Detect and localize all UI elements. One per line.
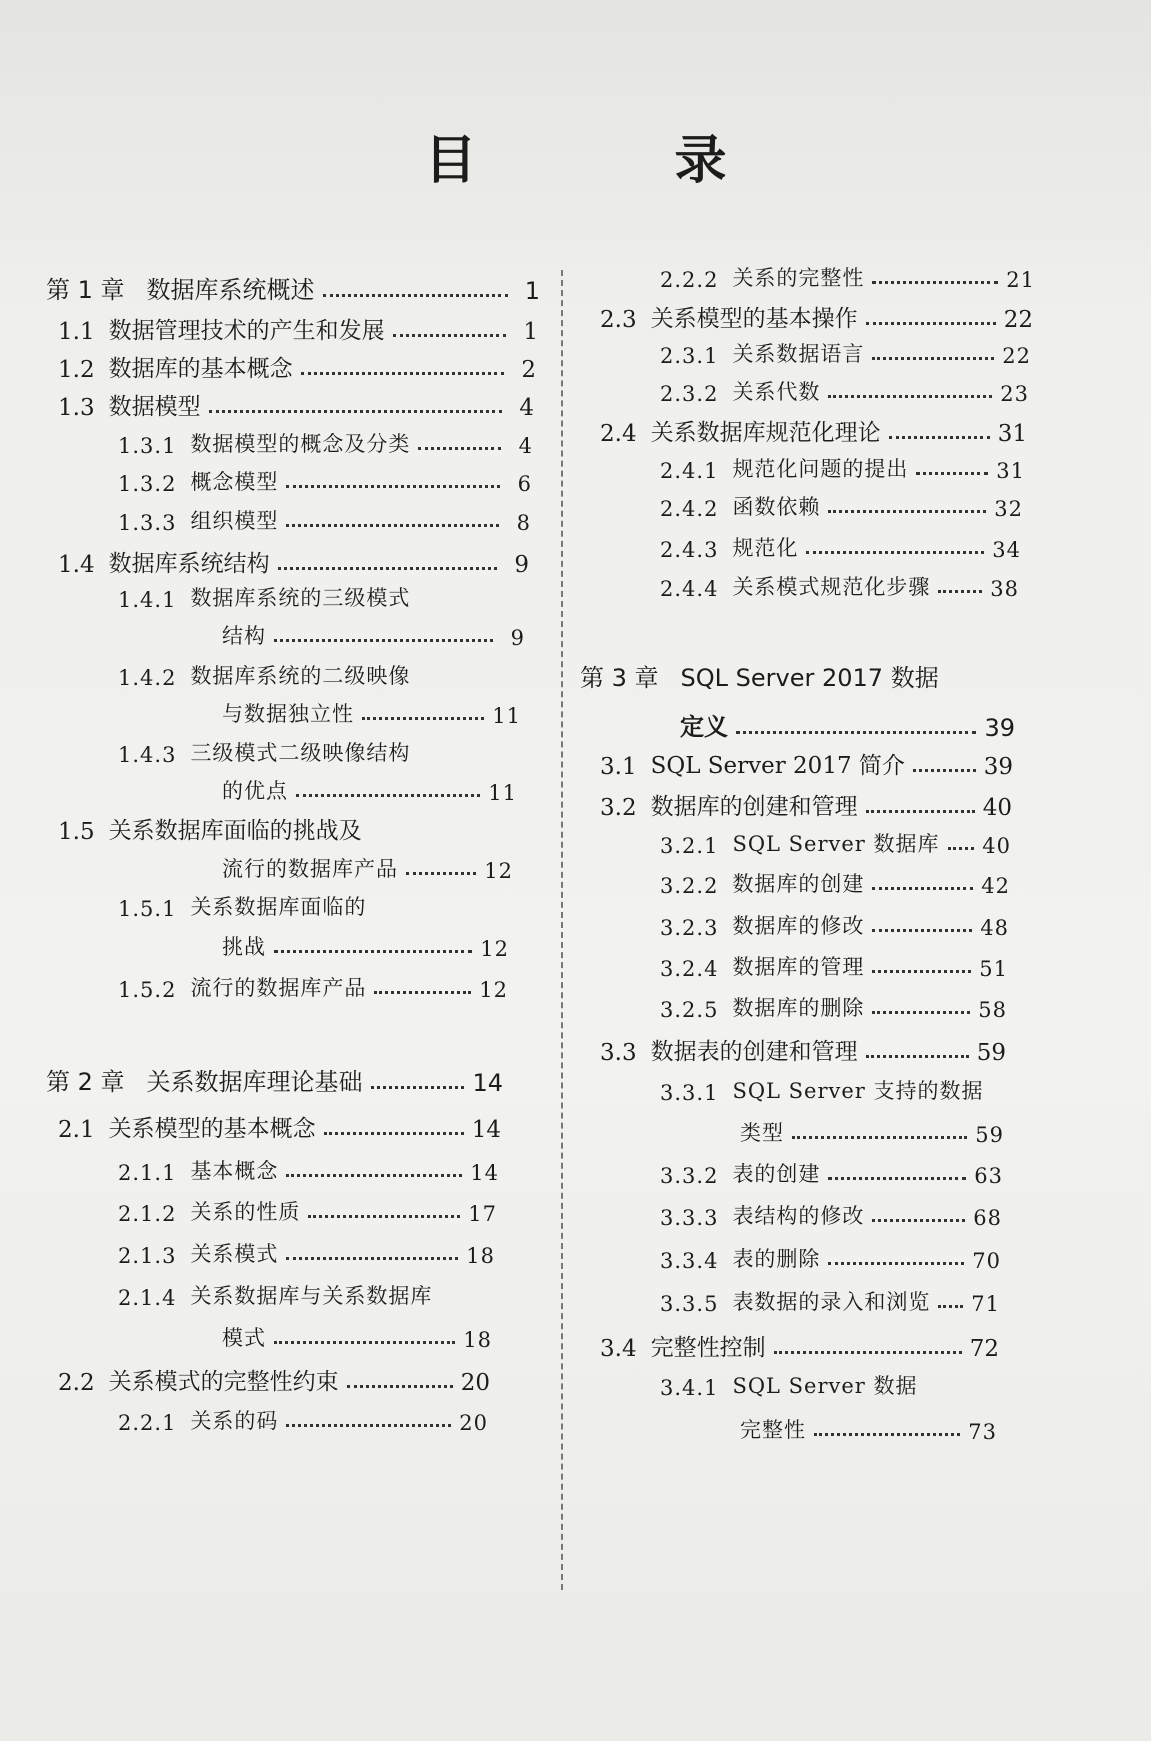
- toc-page-number: 14: [471, 1117, 501, 1143]
- toc-entry-number: 3.3: [600, 1040, 637, 1066]
- toc-entry: [118, 1238, 495, 1268]
- toc-page-number: 12: [479, 978, 508, 1002]
- toc-entry: [660, 532, 1021, 562]
- toc-entry-title: 关系模型的基本概念: [108, 1116, 316, 1142]
- toc-entry: [600, 414, 1027, 447]
- toc-entry-title: 数据库的创建和管理: [650, 794, 858, 820]
- toc-page-number: 70: [972, 1249, 1001, 1273]
- toc-entry-title: 表的创建: [732, 1162, 821, 1186]
- dot-leader: [301, 372, 504, 375]
- toc-entry: [660, 992, 1007, 1022]
- toc-entry-number: 2.4.4: [660, 577, 719, 601]
- toc-page-number: 14: [470, 1161, 499, 1185]
- toc-entry: [58, 545, 529, 578]
- toc-entry: [660, 1243, 1001, 1273]
- toc-page-number: 11: [488, 781, 517, 805]
- toc-page-number: 9: [514, 552, 529, 578]
- toc-entry-number: 1.3.1: [118, 434, 177, 458]
- dot-leader: [347, 1385, 453, 1388]
- toc-entry-number: 3.1: [600, 754, 637, 780]
- toc-entry-title: 数据库的基本概念: [108, 356, 293, 382]
- toc-entry: [46, 1062, 503, 1097]
- toc-entry-title: 概念模型: [190, 470, 279, 494]
- toc-entry-title: 关系的完整性: [732, 266, 865, 290]
- toc-entry-title: 关系数据库面临的挑战及: [108, 818, 362, 844]
- toc-entry-title: 数据管理技术的产生和发展: [108, 318, 385, 344]
- toc-entry: [118, 972, 508, 1002]
- toc-entry-number: 2.3.2: [660, 382, 719, 406]
- toc-entry: [660, 453, 1025, 483]
- toc-entry-number: 2.4: [600, 421, 637, 447]
- toc-entry-number: 第 3 章: [580, 664, 659, 692]
- toc-entry-title: 数据库的删除: [732, 996, 865, 1020]
- toc-page-number: 1: [524, 277, 540, 305]
- dot-leader: [324, 1132, 464, 1135]
- toc-entry-number: 1.5: [58, 819, 95, 845]
- toc-entry: [660, 951, 1008, 981]
- toc-entry-number: 3.2.1: [660, 834, 719, 858]
- toc-entry-number: 2.1.2: [118, 1202, 177, 1226]
- toc-entry-number: 1.5.2: [118, 978, 177, 1002]
- toc-entry-number: 1.5.1: [118, 897, 177, 921]
- toc-entry-number: 3.3.5: [660, 1292, 719, 1316]
- dot-leader: [866, 810, 975, 813]
- toc-entry: [118, 1155, 499, 1185]
- toc-entry: [600, 1329, 999, 1362]
- dot-leader: [872, 887, 973, 890]
- toc-entry-title: 关系代数: [732, 380, 821, 404]
- toc-page-number: 51: [979, 957, 1008, 981]
- toc-entry-title: 关系模式: [190, 1242, 279, 1266]
- toc-entry-title: 关系数据库面临的: [190, 895, 367, 919]
- dot-leader: [828, 1262, 964, 1265]
- toc-entry-title: 完整性控制: [650, 1335, 766, 1361]
- toc-entry-title: 数据模型: [108, 394, 201, 420]
- toc-entry-title: 关系的性质: [190, 1200, 301, 1224]
- toc-entry-number: 2.1.1: [118, 1161, 177, 1185]
- dot-leader: [814, 1433, 960, 1436]
- dot-leader: [286, 1174, 462, 1177]
- toc-page-number: 40: [982, 795, 1012, 821]
- toc-entry-title: 基本概念: [190, 1159, 279, 1183]
- toc-page-number: 32: [994, 497, 1023, 521]
- toc-page-number: 68: [973, 1206, 1002, 1230]
- dot-leader: [286, 1424, 451, 1427]
- toc-entry: [118, 737, 519, 767]
- toc-entry-number: 3.3.3: [660, 1206, 719, 1230]
- toc-entry: [660, 910, 1009, 940]
- toc-entry: [740, 1414, 997, 1444]
- toc-page-number: 18: [463, 1328, 492, 1352]
- toc-entry-title: 关系模型的基本操作: [650, 306, 858, 332]
- page-title: 目 录: [424, 130, 817, 191]
- toc-entry-title: SQL Server 支持的数据: [732, 1079, 984, 1103]
- dot-leader: [274, 950, 472, 953]
- toc-entry-title: 数据库系统的二级映像: [190, 664, 411, 688]
- dot-leader: [274, 1341, 455, 1344]
- dot-leader: [209, 410, 502, 413]
- dot-leader: [828, 1177, 966, 1180]
- toc-page-number: 6: [517, 472, 532, 496]
- toc-entry-number: 3.2.3: [660, 916, 719, 940]
- toc-entry-title: 数据库的修改: [732, 914, 865, 938]
- toc-entry: [740, 1117, 1004, 1147]
- toc-page-number: 40: [982, 834, 1011, 858]
- toc-page-number: 20: [459, 1411, 488, 1435]
- toc-entry-title: 关系数据库规范化理论: [650, 420, 881, 446]
- dot-leader: [286, 1257, 458, 1260]
- dot-leader: [872, 929, 972, 932]
- toc-entry-title: 组织模型: [190, 509, 279, 533]
- dot-leader: [872, 1219, 965, 1222]
- toc-entry: [660, 1200, 1002, 1230]
- toc-page-number: 11: [492, 704, 521, 728]
- toc-entry: [118, 466, 532, 496]
- toc-page-number: 17: [468, 1202, 497, 1226]
- dot-leader: [792, 1136, 967, 1139]
- toc-page-number: 14: [472, 1069, 503, 1097]
- toc-entry-title: 关系数据语言: [732, 342, 865, 366]
- toc-entry: [600, 300, 1033, 333]
- dot-leader: [866, 322, 996, 325]
- toc-entry-title: 关系数据库理论基础: [146, 1068, 363, 1096]
- toc-page-number: 58: [978, 998, 1007, 1022]
- toc-entry-title: 流行的数据库产品: [222, 857, 398, 881]
- toc-page-number: 59: [976, 1040, 1006, 1066]
- toc-entry: [118, 1280, 493, 1310]
- toc-entry-title: 表结构的修改: [732, 1204, 865, 1228]
- toc-page-number: 39: [983, 754, 1013, 780]
- dot-leader: [866, 1055, 969, 1058]
- toc-entry: [58, 1110, 501, 1143]
- toc-page-number: 31: [996, 459, 1025, 483]
- toc-page-number: 4: [518, 434, 533, 458]
- toc-entry-number: 3.2.5: [660, 998, 719, 1022]
- toc-entry-title: 数据库的创建: [732, 872, 865, 896]
- toc-entry-title: 规范化问题的提出: [732, 457, 909, 481]
- toc-entry: [118, 660, 523, 690]
- dot-leader: [872, 357, 994, 360]
- toc-page-number: 23: [1000, 382, 1029, 406]
- toc-page-number: 31: [997, 421, 1027, 447]
- toc-entry: [222, 775, 517, 805]
- toc-page-number: 34: [992, 538, 1021, 562]
- dot-leader: [371, 1086, 465, 1089]
- toc-entry: [118, 505, 531, 535]
- toc-entry: [660, 491, 1023, 521]
- toc-entry: [660, 868, 1010, 898]
- toc-entry: [660, 338, 1031, 368]
- toc-entry-title: 数据库系统的三级模式: [190, 586, 411, 610]
- toc-entry-number: 2.3.1: [660, 344, 719, 368]
- dot-leader: [296, 794, 480, 797]
- dot-leader: [913, 769, 976, 772]
- dot-leader: [889, 436, 990, 439]
- toc-entry-number: 2.1.3: [118, 1244, 177, 1268]
- dot-leader: [938, 590, 982, 593]
- toc-entry-title: 规范化: [732, 536, 799, 560]
- column-divider: [561, 270, 563, 1590]
- dot-leader: [806, 551, 984, 554]
- toc-page-number: 42: [981, 874, 1010, 898]
- toc-entry-title: 数据库系统概述: [146, 276, 315, 304]
- toc-entry-number: 2.4.1: [660, 459, 719, 483]
- toc-page-number: 12: [480, 937, 509, 961]
- toc-page-number: 63: [974, 1164, 1003, 1188]
- toc-entry: [58, 350, 536, 383]
- toc-page-number: 71: [971, 1292, 1000, 1316]
- toc-page-number: 22: [1003, 307, 1033, 333]
- toc-entry: [118, 891, 511, 921]
- toc-entry: [660, 1075, 1005, 1105]
- toc-entry-title: 结构: [222, 624, 266, 648]
- toc-entry-number: 3.2: [600, 795, 637, 821]
- toc-entry-number: 第 1 章: [46, 276, 125, 304]
- dot-leader: [393, 334, 506, 337]
- dot-leader: [872, 970, 971, 973]
- toc-entry-title: 数据库系统结构: [108, 551, 270, 577]
- toc-entry-number: 1.4: [58, 552, 95, 578]
- toc-page-number: 73: [968, 1420, 997, 1444]
- toc-entry-title: 函数依赖: [732, 495, 821, 519]
- toc-entry: [222, 698, 521, 728]
- toc-entry-title: 数据模型的概念及分类: [190, 432, 411, 456]
- toc-entry-number: 1.3.3: [118, 511, 177, 535]
- toc-entry-number: 3.3.4: [660, 1249, 719, 1273]
- toc-page-number: 72: [969, 1336, 999, 1362]
- toc-entry: [58, 312, 538, 345]
- dot-leader: [274, 639, 493, 642]
- toc-entry: [600, 788, 1012, 821]
- toc-page-number: 1: [523, 319, 538, 345]
- toc-entry-title: 关系数据库与关系数据库: [190, 1284, 433, 1308]
- toc-entry: [600, 1033, 1006, 1066]
- toc-page-number: 8: [516, 511, 531, 535]
- toc-entry-number: 2.4.3: [660, 538, 719, 562]
- dot-leader: [286, 524, 499, 527]
- toc-entry: [660, 1158, 1003, 1188]
- toc-entry: [118, 582, 527, 612]
- toc-entry-title: 流行的数据库产品: [190, 976, 367, 1000]
- toc-entry: [222, 1322, 492, 1352]
- toc-page-number: 9: [510, 626, 525, 650]
- toc-entry-title: 关系的码: [190, 1409, 279, 1433]
- toc-entry-title: 三级模式二级映像结构: [190, 741, 411, 765]
- toc-entry: [58, 812, 515, 845]
- dot-leader: [308, 1215, 460, 1218]
- dot-leader: [418, 447, 501, 450]
- toc-entry-number: 3.3.2: [660, 1164, 719, 1188]
- dot-leader: [374, 991, 471, 994]
- dot-leader: [406, 872, 476, 875]
- dot-leader: [774, 1351, 962, 1354]
- toc-entry: [118, 428, 533, 458]
- toc-entry-number: 1.4.3: [118, 743, 177, 767]
- toc-entry-title: SQL Server 2017 数据: [680, 664, 939, 692]
- toc-entry: [660, 376, 1029, 406]
- toc-entry-number: 1.3: [58, 395, 95, 421]
- toc-entry: [660, 828, 1011, 858]
- toc-entry-title: 定义: [680, 713, 728, 741]
- toc-entry-number: 3.2.2: [660, 874, 719, 898]
- dot-leader: [948, 847, 975, 850]
- toc-entry-number: 1.3.2: [118, 472, 177, 496]
- toc-page-number: 2: [521, 357, 536, 383]
- toc-entry-title: SQL Server 数据: [732, 1374, 918, 1398]
- dot-leader: [362, 717, 484, 720]
- toc-entry-title: 与数据独立性: [222, 702, 354, 726]
- toc-entry: [660, 1370, 998, 1400]
- toc-entry: [222, 853, 513, 883]
- toc-entry-title: 模式: [222, 1326, 266, 1350]
- toc-page-number: 59: [975, 1123, 1004, 1147]
- toc-entry-number: 1.1: [58, 319, 95, 345]
- toc-entry-number: 3.4.1: [660, 1376, 719, 1400]
- toc-entry-number: 2.2.2: [660, 268, 719, 292]
- toc-entry: [58, 1363, 490, 1396]
- dot-leader: [828, 395, 992, 398]
- toc-entry-number: 2.1: [58, 1117, 95, 1143]
- toc-entry-title: 关系模式的完整性约束: [108, 1369, 339, 1395]
- toc-entry-title: 表数据的录入和浏览: [732, 1290, 931, 1314]
- dot-leader: [938, 1305, 963, 1308]
- toc-entry-title: 的优点: [222, 779, 288, 803]
- toc-page-number: 21: [1006, 268, 1035, 292]
- toc-entry: [118, 1405, 488, 1435]
- toc-entry-title: 关系模式规范化步骤: [732, 575, 931, 599]
- toc-page-number: 20: [460, 1370, 490, 1396]
- toc-entry-number: 3.3.1: [660, 1081, 719, 1105]
- toc-page-number: 4: [519, 395, 534, 421]
- toc-page-number: 12: [484, 859, 513, 883]
- toc-entry-number: 第 2 章: [46, 1068, 125, 1096]
- toc-entry: [580, 658, 1017, 693]
- dot-leader: [286, 485, 500, 488]
- toc-page-number: 18: [466, 1244, 495, 1268]
- toc-page-number: 22: [1002, 344, 1031, 368]
- toc-entry: [46, 270, 540, 305]
- toc-entry-title: 完整性: [740, 1418, 806, 1442]
- toc-entry-number: 3.2.4: [660, 957, 719, 981]
- toc-entry: [660, 1286, 1000, 1316]
- toc-entry-number: 2.4.2: [660, 497, 719, 521]
- toc-entry-number: 2.3: [600, 307, 637, 333]
- toc-entry: [222, 931, 509, 961]
- toc-entry-title: 挑战: [222, 935, 266, 959]
- dot-leader: [323, 294, 508, 297]
- toc-entry-title: 表的删除: [732, 1247, 821, 1271]
- toc-entry: [222, 620, 525, 650]
- dot-leader: [872, 1011, 970, 1014]
- toc-entry-title: SQL Server 数据库: [732, 832, 940, 856]
- toc-page-number: 48: [980, 916, 1009, 940]
- toc-entry: [600, 747, 1013, 780]
- dot-leader: [916, 472, 988, 475]
- toc-entry: [58, 388, 534, 421]
- dot-leader: [736, 731, 976, 734]
- dot-leader: [828, 510, 986, 513]
- toc-entry-number: 1.4.1: [118, 588, 177, 612]
- toc-page-number: 39: [984, 714, 1015, 742]
- toc-entry-number: 2.2: [58, 1370, 95, 1396]
- toc-entry: [660, 571, 1019, 601]
- toc-entry-title: 数据表的创建和管理: [650, 1039, 858, 1065]
- toc-entry-number: 1.2: [58, 357, 95, 383]
- toc-entry-title: 数据库的管理: [732, 955, 865, 979]
- toc-entry-number: 1.4.2: [118, 666, 177, 690]
- toc-entry-number: 2.2.1: [118, 1411, 177, 1435]
- toc-entry-number: 2.1.4: [118, 1286, 177, 1310]
- toc-entry-title: SQL Server 2017 简介: [650, 753, 905, 779]
- toc-entry-number: 3.4: [600, 1336, 637, 1362]
- toc-entry: [660, 262, 1035, 292]
- dot-leader: [872, 281, 998, 284]
- toc-entry: [118, 1196, 497, 1226]
- toc-entry-title: 类型: [740, 1121, 784, 1145]
- toc-entry: [680, 707, 1015, 742]
- toc-page-number: 38: [990, 577, 1019, 601]
- dot-leader: [278, 567, 497, 570]
